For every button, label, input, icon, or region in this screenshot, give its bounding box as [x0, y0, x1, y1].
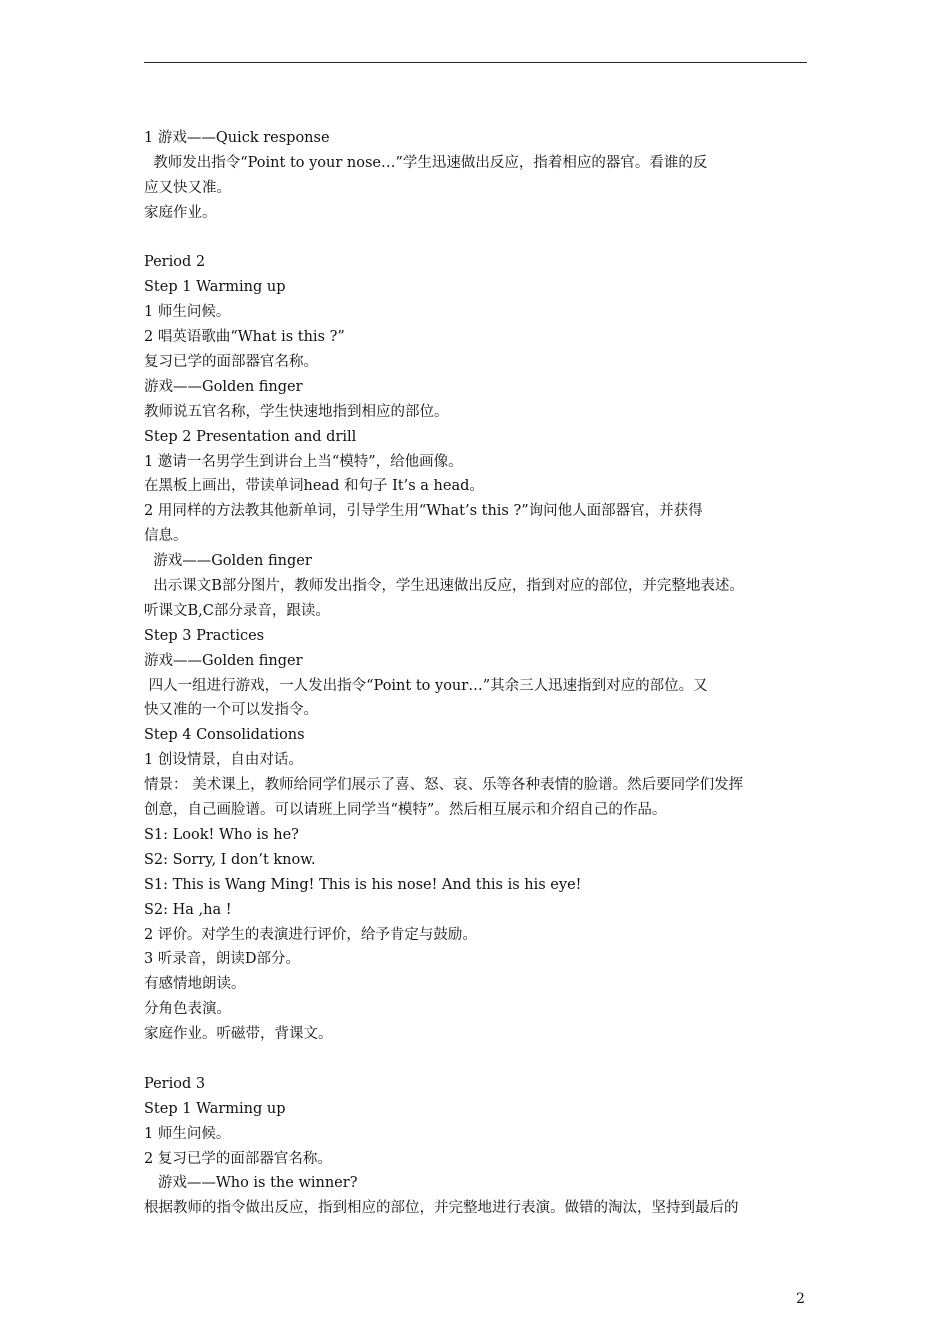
document-body: [144, 126, 816, 1221]
text-line: Step 3 Practices: [144, 627, 265, 644]
text-line: S1: This is Wang Ming! This is his nose! And this is his eye!: [144, 876, 582, 893]
text-line: Period 2: [144, 254, 206, 271]
text-line: 2 唱英语歌曲“What is this ?”: [144, 329, 345, 346]
text-line: 创意，自己画脸谱。可以请班上同学当“模特”。然后相互展示和介绍自己的作品。: [144, 802, 667, 819]
text-line: 游戏——Golden finger: [144, 652, 303, 669]
text-line: 1 师生问候。: [144, 1125, 231, 1142]
text-line: 1 游戏——Quick response: [144, 130, 330, 146]
text-line: Step 1 Warming up: [144, 1100, 286, 1117]
text-line: 教师说五官名称，学生快速地指到相应的部位。: [144, 403, 449, 420]
text-line: 复习已学的面部器官名称。: [144, 354, 318, 371]
text-line: 应又快又准。: [144, 179, 231, 196]
text-line: 1 邀请一名男学生到讲台上当“模特”，给他画像。: [144, 453, 463, 470]
text-line: 分角色表演。: [144, 1001, 231, 1018]
text-line: 1 创设情景，自由对话。: [144, 752, 303, 769]
text-line: 2 评价。对学生的表演进行评价，给予肯定与鼓励。: [144, 926, 477, 943]
text-line: 教师发出指令“Point to your nose…”学生迅速做出反应，指着相应的器官。看谁的反: [144, 154, 708, 171]
blank-line: [144, 226, 816, 251]
text-line: 游戏——Golden finger: [144, 378, 303, 395]
text-line: 家庭作业。: [144, 204, 217, 221]
text-line: 3 听录音，朗读D部分。: [144, 951, 300, 968]
text-line: 在黑板上画出，带读单词head 和句子 It’s a head。: [144, 478, 484, 495]
text-line: 根据教师的指令做出反应，指到相应的部位，并完整地进行表演。做错的淘汰，坚持到最后的: [144, 1200, 739, 1217]
text-line: 快又准的一个可以发指令。: [144, 702, 318, 719]
text-line: S2: Sorry, I don’t know.: [144, 851, 316, 868]
text-line: S1: Look! Who is he?: [144, 826, 299, 843]
text-line: Step 1 Warming up: [144, 279, 286, 296]
text-line: 游戏——Who is the winner?: [144, 1175, 358, 1192]
text-line: 听课文B,C部分录音，跟读。: [144, 602, 330, 619]
text-line: Step 2 Presentation and drill: [144, 428, 357, 445]
text-line: Period 3: [144, 1075, 206, 1092]
text-line: 信息。: [144, 528, 188, 545]
text-line: 家庭作业。听磁带，背课文。: [144, 1026, 333, 1043]
text-line: S2: Ha ,ha !: [144, 901, 232, 918]
blank-line: [144, 1047, 816, 1072]
text-line: 2 复习已学的面部器官名称。: [144, 1150, 332, 1167]
text-line: 2 用同样的方法教其他新单词，引导学生用“What’s this ?”询问他人面部器官，并获得: [144, 503, 703, 520]
text-line: 1 师生问候。: [144, 304, 231, 321]
text-line: 出示课文B部分图片，教师发出指令，学生迅速做出反应，指到对应的部位，并完整地表述。: [144, 578, 744, 595]
text-line: 四人一组进行游戏，一人发出指令“Point to your…”其余三人迅速指到对应的部位。又: [144, 677, 708, 694]
text-line: 有感情地朗读。: [144, 976, 246, 993]
text-line: Step 4 Consolidations: [144, 727, 305, 744]
text-line: 情景： 美术课上，教师给同学们展示了喜、怒、哀、乐等各种表情的脸谱。然后要同学们发挥: [144, 777, 744, 794]
page-number: 2: [796, 1291, 805, 1307]
text-line: 游戏——Golden finger: [144, 553, 312, 570]
header-rule: [144, 62, 807, 63]
